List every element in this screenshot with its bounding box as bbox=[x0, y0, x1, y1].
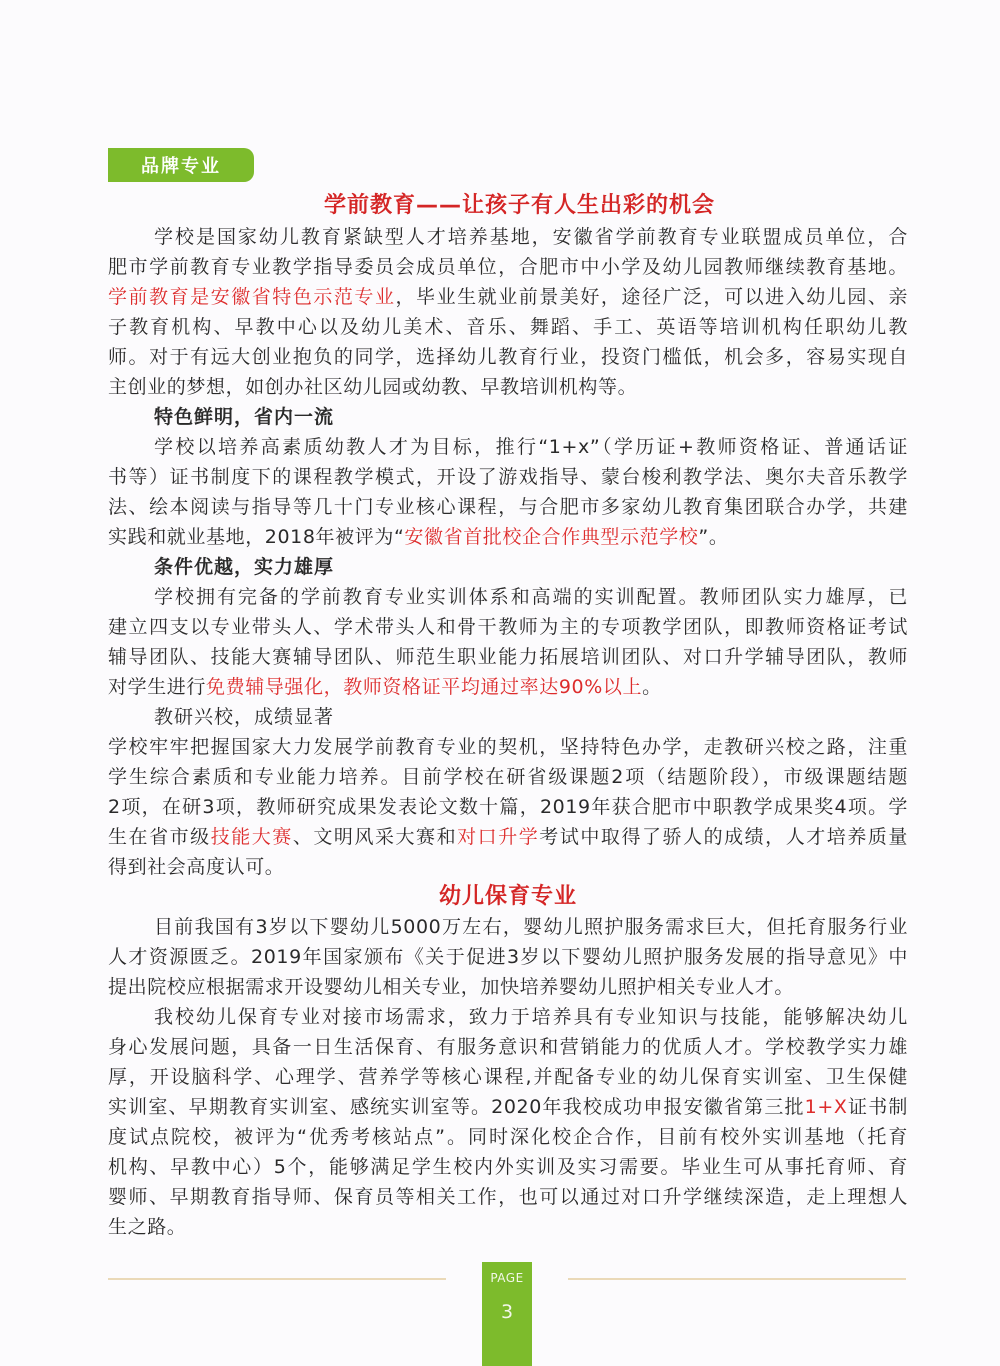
paragraph-line: 生之路。 bbox=[108, 1216, 187, 1238]
paragraph-line: 学校以培养高素质幼教人才为目标，推行“1+x”（学历证+教师资格证、普通话证 bbox=[154, 436, 908, 458]
highlight-text: 技能大赛 bbox=[210, 826, 293, 848]
footer-rule-right bbox=[568, 1278, 906, 1280]
paragraph-line: 提出院校应根据需求开设婴幼儿相关专业，加快培养婴幼儿照护相关专业人才。 bbox=[108, 976, 795, 998]
subheading-conditions: 条件优越，实力雄厚 bbox=[154, 556, 335, 578]
paragraph-line: 婴师、早期教育指导师、保育员等相关工作，也可以通过对口升学继续深造，走上理想人 bbox=[108, 1186, 908, 1208]
paragraph-line: 实践和就业基地，2018年被评为“安徽省首批校企合作典型示范学校”。 bbox=[108, 526, 729, 548]
paragraph-line: 学前教育是安徽省特色示范专业，毕业生就业前景美好，途径广泛，可以进入幼儿园、亲 bbox=[108, 286, 908, 308]
paragraph-line: 厚，开设脑科学、心理学、营养学等核心课程,并配备专业的幼儿保育实训室、卫生保健 bbox=[108, 1066, 908, 1088]
paragraph-line: 我校幼儿保育专业对接市场需求，致力于培养具有专业知识与技能，能够解决幼儿 bbox=[154, 1006, 908, 1028]
paragraph-line: 肥市学前教育专业教学指导委员会成员单位，合肥市中小学及幼儿园教师继续教育基地。 bbox=[108, 256, 908, 278]
section-title-childcare: 幼儿保育专业 bbox=[438, 884, 577, 909]
section-title-preschool: 学前教育——让孩子有人生出彩的机会 bbox=[324, 193, 716, 218]
page-number-tag bbox=[482, 1262, 532, 1366]
paragraph-line: 子教育机构、早教中心以及幼儿美术、音乐、舞蹈、手工、英语等培训机构任职幼儿教 bbox=[108, 316, 908, 338]
footer-rule-left bbox=[108, 1278, 446, 1280]
subheading-feature: 特色鲜明，省内一流 bbox=[154, 406, 335, 428]
paragraph-line: 建立四支以专业带头人、学术带头人和骨干教师为主的专项教学团队，即教师资格证考试 bbox=[108, 616, 908, 638]
paragraph-line: 主创业的梦想，如创办社区幼儿园或幼教、早教培训机构等。 bbox=[108, 376, 638, 398]
paragraph-line: 学校牢牢把握国家大力发展学前教育专业的契机，坚持特色办学，走教研兴校之路，注重 bbox=[108, 736, 908, 758]
paragraph-line: 人才资源匮乏。2019年国家颁布《关于促进3岁以下婴幼儿照护服务发展的指导意见》中 bbox=[108, 946, 908, 968]
highlight-text: 学前教育是安徽省特色示范专业 bbox=[108, 286, 396, 308]
paragraph-line: 实训室、早期教育实训室、感统实训室等。2020年我校成功申报安徽省第三批1+X证书制 bbox=[108, 1096, 908, 1118]
highlight-text: 安徽省首批校企合作典型示范学校 bbox=[404, 526, 699, 548]
paragraph-line: 辅导团队、技能大赛辅导团队、师范生职业能力拓展培训团队、对口升学辅导团队，教师 bbox=[108, 646, 908, 668]
page-label: PAGE bbox=[490, 1271, 524, 1285]
page-number: 3 bbox=[500, 1301, 514, 1323]
paragraph-line: 学校是国家幼儿教育紧缺型人才培养基地，安徽省学前教育专业联盟成员单位，合 bbox=[154, 226, 908, 248]
highlight-text: 对口升学 bbox=[457, 826, 540, 848]
paragraph-line: 度试点院校，被评为“优秀考核站点”。同时深化校企合作，目前有校外实训基地（托育 bbox=[108, 1126, 908, 1148]
paragraph-line: 法、绘本阅读与指导等几十门专业核心课程，与合肥市多家幼儿教育集团联合办学，共建 bbox=[108, 496, 908, 518]
highlight-text: 免费辅导强化，教师资格证平均通过率达90%以上 bbox=[206, 676, 643, 698]
paragraph-line: 学校拥有完备的学前教育专业实训体系和高端的实训配置。教师团队实力雄厚，已 bbox=[154, 586, 908, 608]
paragraph-line: 机构、早教中心）5个，能够满足学生校内外实训及实习需要。毕业生可从事托育师、育 bbox=[108, 1156, 908, 1178]
paragraph-line: 得到社会高度认可。 bbox=[108, 856, 285, 878]
subheading-research: 教研兴校，成绩显著 bbox=[154, 706, 335, 728]
paragraph-line: 目前我国有3岁以下婴幼儿5000万左右，婴幼儿照护服务需求巨大，但托育服务行业 bbox=[154, 916, 908, 938]
page-content bbox=[108, 190, 908, 1242]
paragraph-line: 生在省市级技能大赛、文明风采大赛和对口升学考试中取得了骄人的成绩，人才培养质量 bbox=[108, 826, 909, 848]
paragraph-line: 书等）证书制度下的课程教学模式，开设了游戏指导、蒙台梭利教学法、奥尔夫音乐教学 bbox=[108, 466, 908, 488]
paragraph-line: 师。对于有远大创业抱负的同学，选择幼儿教育行业，投资门槛低，机会多，容易实现自 bbox=[108, 346, 908, 368]
paragraph-line: 学生综合素质和专业能力培养。目前学校在研省级课题2项（结题阶段），市级课题结题 bbox=[108, 766, 908, 788]
highlight-text: 1+X bbox=[804, 1096, 848, 1118]
paragraph-line: 对学生进行免费辅导强化，教师资格证平均通过率达90%以上。 bbox=[108, 676, 662, 698]
paragraph-line: 2项，在研3项，教师研究成果发表论文数十篇，2019年获合肥市中职教学成果奖4项。学 bbox=[108, 796, 908, 818]
paragraph-line: 身心发展问题，具备一日生活保育、有服务意识和营销能力的优质人才。学校教学实力雄 bbox=[108, 1036, 908, 1058]
section-badge: 品牌专业 bbox=[108, 148, 254, 182]
